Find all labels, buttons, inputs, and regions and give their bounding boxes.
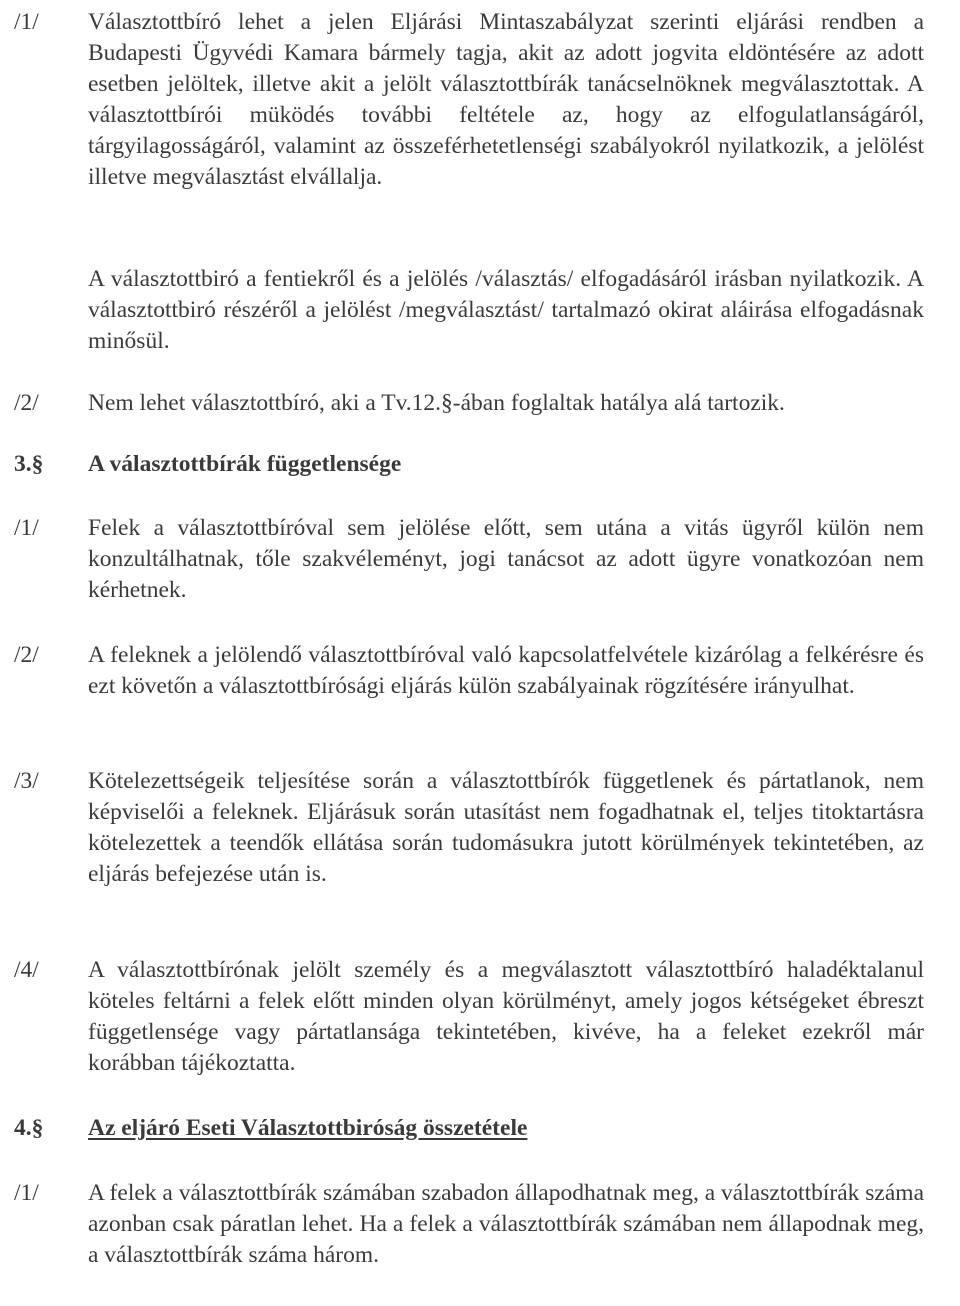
paragraph-text: Kötelezettségeik teljesítése során a választottbírók függetlenek és pártatlanok, nem képviselői a feleknek. Eljárásuk során utasítást nem fogadhatnak el, teljes titoktartásra kötelezettek a teendők ellátása során tudomásukra jutott körülmények tekintetében, az eljárás befejezése után is.: [88, 768, 924, 887]
paragraph-text: Választottbíró lehet a jelen Eljárási Mintaszabályzat szerinti eljárási rendben a Budapesti Ügyvédi Kamara bármely tagja, akit az adott jogvita eldöntésére az adott esetben jelöltek, illetve akit a jelölt választottbírák tanácselnöknek megválasztottak. A választottbírói müködés további feltétele az, hogy az elfogulatlanságáról, tárgyilagosságáról, valamint az összeférhetetlenségi szabályokról nyilatkozik, a jelölést illetve megválasztást elvállalja.: [88, 9, 924, 190]
paragraph-marker: /1/: [14, 9, 39, 35]
paragraph-text: A választottbiró a fentiekről és a jelölés /választás/ elfogadásáról irásban nyilatkozik. A választottbiró részéről a jelölést /megválasztást/ tartalmazó okirat aláirása elfogadásnak minősül.: [88, 266, 924, 354]
paragraph-text: Felek a választottbíróval sem jelölése előtt, sem utána a vitás ügyről külön nem konzultálhatnak, tőle szakvéleményt, jogi tanácsot az adott ügyre vonatkozóan nem kérhetnek.: [88, 515, 924, 603]
section-title: Az eljáró Eseti Választottbiróság összetétele: [88, 1115, 528, 1141]
paragraph-text: A feleknek a jelölendő választottbíróval való kapcsolatfelvétele kizárólag a felkérésre és ezt követőn a választottbírósági eljárás külön szabályainak rögzítésére irányulhat.: [88, 642, 924, 699]
paragraph-text: A felek a választottbírák számában szabadon állapodhatnak meg, a választottbírák száma azonban csak páratlan lehet. Ha a felek a választottbírák számában nem állapodnak meg, a választottbírák száma három.: [88, 1180, 924, 1268]
paragraph-marker: /1/: [14, 1180, 39, 1206]
section-number: 3.§: [14, 451, 44, 477]
paragraph-marker: /3/: [14, 768, 39, 794]
section-number: 4.§: [14, 1115, 44, 1141]
paragraph-text: Nem lehet választottbíró, aki a Tv.12.§-ában foglaltak hatálya alá tartozik.: [88, 390, 785, 416]
section-title: A választottbírák függetlensége: [88, 451, 402, 477]
paragraph-text: A választottbírónak jelölt személy és a megválasztott választottbíró haladéktalanul köteles feltárni a felek előtt minden olyan körülményt, amely jogos kétségeket ébreszt függetlensége vagy pártatlansága tekintetében, kivéve, ha a feleket ezekről már korábban tájékoztatta.: [88, 957, 924, 1076]
paragraph-marker: /2/: [14, 390, 39, 416]
paragraph-marker: /2/: [14, 642, 39, 668]
paragraph-marker: /4/: [14, 957, 39, 983]
paragraph-marker: /1/: [14, 515, 39, 541]
